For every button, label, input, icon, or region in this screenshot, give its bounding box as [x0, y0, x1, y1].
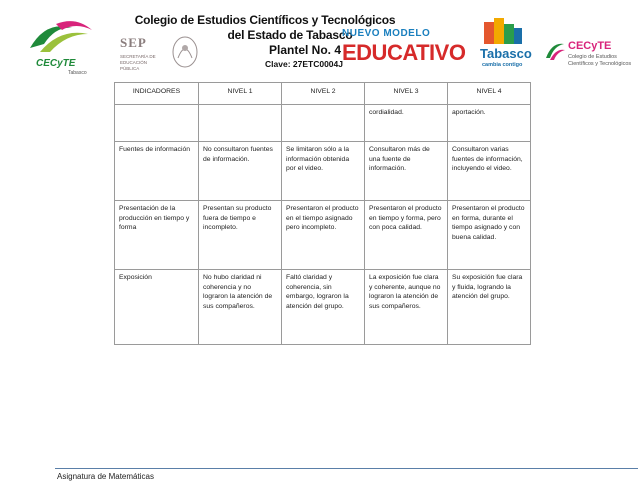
- indicator-cell: Presentación de la producción en tiempo y forma: [115, 201, 199, 270]
- table-cell: [199, 105, 282, 142]
- cecyte-left-sub: Tabasco: [68, 70, 87, 76]
- table-cell: No hubo claridad ni coherencia y no lograron la atención de sus compañeros.: [199, 270, 282, 345]
- table-cell: Su exposición fue clara y fluida, logrando la atención del grupo.: [448, 270, 531, 345]
- header-cell: NIVEL 2: [282, 83, 365, 105]
- table-row: [115, 105, 531, 142]
- title-line-1: Colegio de Estudios Científicos y Tecnológicos: [134, 13, 396, 27]
- nuevo-modelo-educativo-logo: [342, 28, 468, 72]
- tabasco-logo: [476, 18, 536, 78]
- indicator-cell: Fuentes de información: [115, 142, 199, 201]
- educativo-text: EDUCATIVO: [342, 40, 466, 65]
- table-header-row: [115, 83, 531, 105]
- cecyte-right-mark-icon: [544, 40, 566, 62]
- table-row: [115, 201, 531, 270]
- rubric-table: [114, 82, 531, 345]
- cecyte-right-label: CECyTE: [568, 40, 612, 52]
- table-row: [115, 142, 531, 201]
- indicator-cell: Exposición: [115, 270, 199, 345]
- title-line-3: Plantel No. 4: [268, 43, 342, 57]
- sep-sub: SECRETARÍA DE EDUCACIÓN PÚBLICA: [120, 54, 156, 71]
- header-cell: NIVEL 4: [448, 83, 531, 105]
- table-cell: Faltó claridad y coherencia, sin embargo, lograron la atención del grupo.: [282, 270, 365, 345]
- page-header: [0, 0, 638, 80]
- cecyte-tabasco-logo: [26, 18, 106, 78]
- table-cell: La exposición fue clara y coherente, aunque no lograron la atención de sus compañeros.: [365, 270, 448, 345]
- footer-subject: Asignatura de Matemáticas: [57, 472, 154, 481]
- table-cell: Presentaron el producto en forma, durante el tiempo asignado y con buena calidad.: [448, 201, 531, 270]
- table-cell: Presentaron el producto en el tiempo asignado pero incompleto.: [282, 201, 365, 270]
- tabasco-color-mark-icon: [476, 18, 528, 46]
- header-cell: NIVEL 1: [199, 83, 282, 105]
- table-cell: [282, 105, 365, 142]
- table-cell: Se limitaron sólo a la información obtenida por el video.: [282, 142, 365, 201]
- cecyte-right-sub: Colegio de Estudios Científicos y Tecnológicos: [568, 54, 632, 67]
- cecyte-right-logo: [544, 38, 634, 72]
- table-cell: Presentaron el producto en tiempo y forma, pero con poca calidad.: [365, 201, 448, 270]
- title-line-2: del Estado de Tabasco: [227, 28, 353, 42]
- table-cell: aportación.: [448, 105, 531, 142]
- cecyte-left-label: CECyTE: [36, 58, 76, 69]
- table-cell: [115, 105, 199, 142]
- header-cell: NIVEL 3: [365, 83, 448, 105]
- table-row: [115, 270, 531, 345]
- tabasco-text: Tabasco: [480, 46, 532, 61]
- sep-text: SEP: [120, 35, 147, 50]
- tabasco-sub: cambia contigo: [482, 62, 523, 68]
- title-line-4: Clave: 27ETC0004J: [265, 59, 343, 69]
- cecyte-swoosh-icon: [26, 18, 106, 62]
- table-cell: Consultaron más de una fuente de información.: [365, 142, 448, 201]
- table-cell: cordialidad.: [365, 105, 448, 142]
- table-cell: Presentan su producto fuera de tiempo e incompleto.: [199, 201, 282, 270]
- table-cell: No consultaron fuentes de información.: [199, 142, 282, 201]
- footer-divider: [55, 468, 638, 469]
- table-cell: Consultaron varias fuentes de información, incluyendo el video.: [448, 142, 531, 201]
- nuevo-modelo-text: NUEVO MODELO: [342, 28, 431, 39]
- header-cell: INDICADORES: [115, 83, 199, 105]
